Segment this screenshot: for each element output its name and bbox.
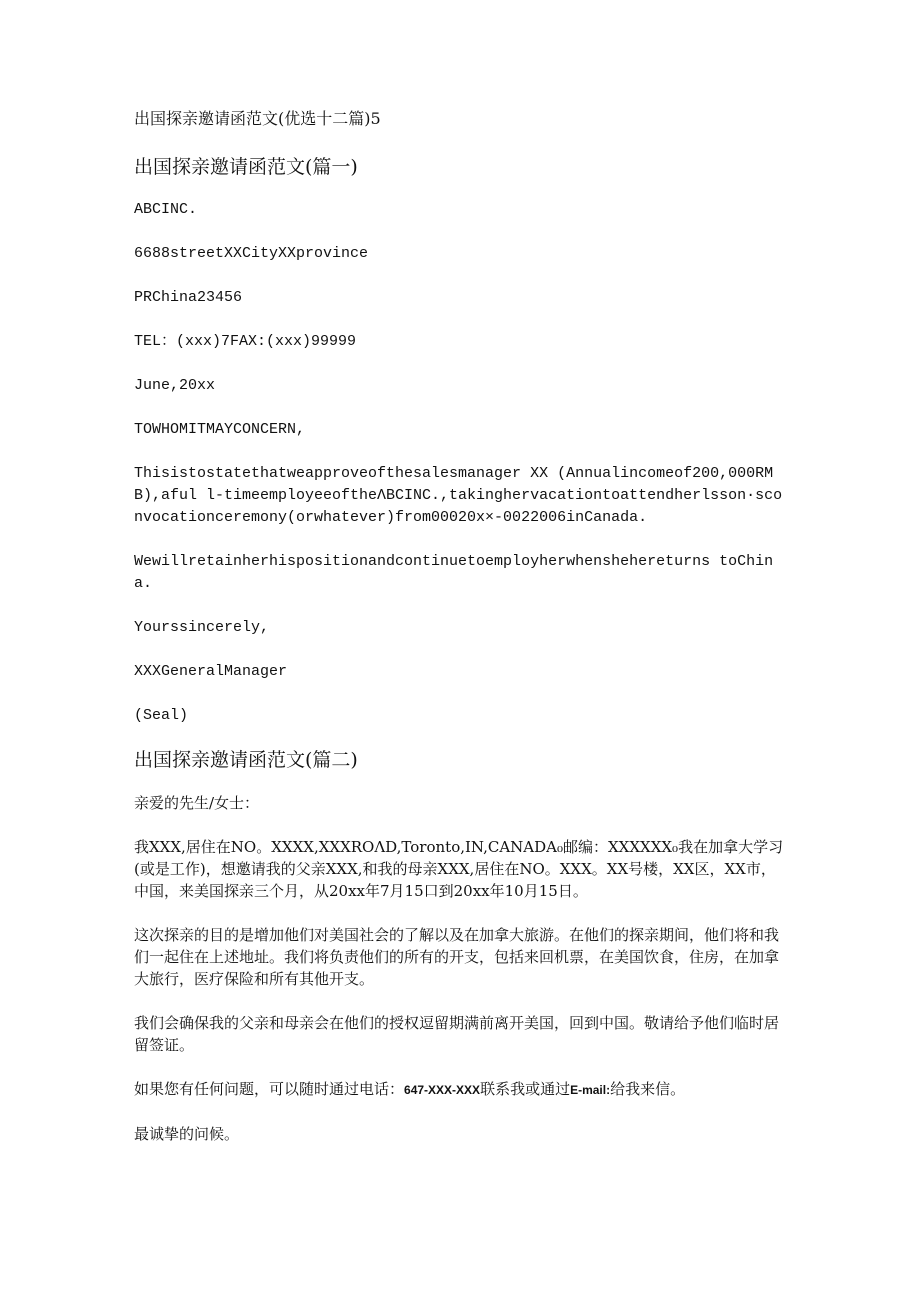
letter-paragraph-cn-2: 这次探亲的目的是增加他们对美国社会的了解以及在加拿大旅游。在他们的探亲期间，他们将和我们一起住在上述地址。我们将负责他们的所有的开支，包括来回机票，在美国饮食，住房，在加拿大旅行，医疗保险和所有其他开支。 <box>134 926 780 988</box>
letter-salutation: TOWHOMITMAYCONCERN, <box>134 421 306 438</box>
document-body <box>134 108 786 1145</box>
letter-date: June,20xx <box>134 377 216 394</box>
address-line-1: 6688streetXXCityXXprovince <box>134 245 369 262</box>
letter-body-paragraph-2: Wewillretainherhispositionandcontinuetoemployherwhenshehereturns toChina. <box>134 553 774 592</box>
letter-closing-cn: 最诚挚的问候。 <box>134 1125 240 1143</box>
contact-text-c: 给我来信。 <box>610 1080 686 1098</box>
letter-paragraph-cn-3: 我们会确保我的父亲和母亲会在他们的授权逗留期满前离开美国，回到中国。敬请给予他们临时居留签证。 <box>134 1014 780 1054</box>
contact-text-b: 联系我或通过 <box>480 1080 571 1098</box>
letter-closing: Yourssincerely, <box>134 619 270 636</box>
contact-line: TEL：(xxx)7FAX:(xxx)99999 <box>134 333 357 350</box>
letter-seal: (Seal) <box>134 707 189 724</box>
letter-paragraph-cn-4 <box>134 1078 786 1101</box>
letter-signature: XXXGeneralManager <box>134 663 288 680</box>
section-heading-1: 出国探亲邀请函范文(篇一) <box>134 156 358 178</box>
address-line-2: PRChina23456 <box>134 289 243 306</box>
letter-paragraph-cn-1: 我XXX,居住在NO。XXXX,XXXROΛD,Toronto,IN,CANADA₀邮编：XXXXXX₀我在加拿大学习(或是工作)，想邀请我的父亲XXX,和我的母亲XXX,居住在NO。XXX。XX号楼，XX区，XX市，中国，来美国探亲三个月，从20xx年7月15口到20xx年10月15日。 <box>134 838 784 900</box>
letter-salutation-cn: 亲爱的先生/女士： <box>134 794 260 812</box>
contact-text-a: 如果您有任何问题，可以随时通过电话： <box>134 1080 405 1098</box>
document-title: 出国探亲邀请函范文(优选十二篇)5 <box>134 109 381 128</box>
email-label: E-mail: <box>570 1083 611 1097</box>
section-heading-2: 出国探亲邀请函范文(篇二) <box>134 749 358 771</box>
letter-body-paragraph-1: Thisistostatethatweapproveofthesalesmanager XX (Annualincomeof200,000RMB),aful l-timeemployeeoftheΛBCINC.,takinghervacationtoattendherlsson·sconvocationceremony(orwhatever)from00020x×-0022006inCanada. <box>134 465 783 526</box>
company-name: ABCINC. <box>134 201 198 218</box>
phone-number: 647-XXX-XXX <box>404 1083 481 1097</box>
